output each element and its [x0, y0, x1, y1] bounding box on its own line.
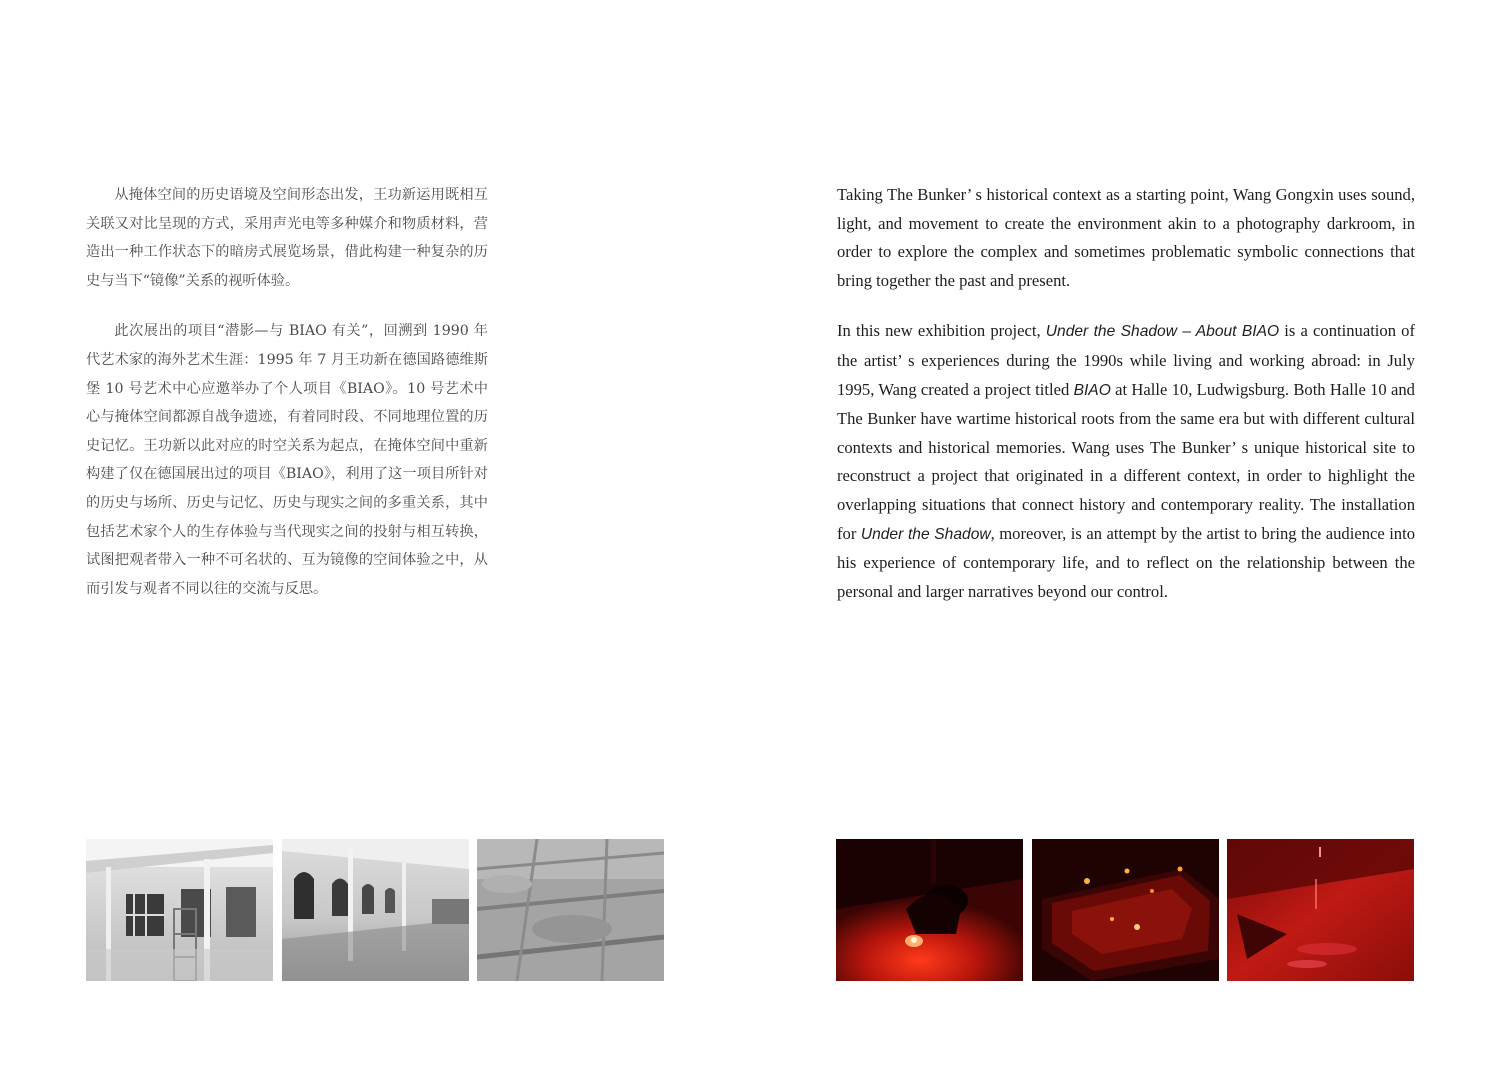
p2-text-c: at Halle 10, Ludwigsburg. Both Halle 10 and The Bunker have wartime historical roots from the same era but with different cultural contexts and historical memories. Wang uses The Bunker’ s unique historical site to reconstruct a project that originated in a different context, in order to highlight the overlapping situations that connect history and contemporary reality. The installation for [837, 379, 1415, 543]
bunker-interior-negative-2-graphic [282, 839, 469, 981]
p2-text-b: is a continuation of the artist’ s experiences during the 1990s while living and working abroad: in July 1995, Wang created a project titled [837, 321, 1416, 399]
red-darkroom-pool-graphic [1032, 839, 1219, 981]
red-darkroom-figure-graphic [836, 839, 1023, 981]
floor-tiles-negative-image [477, 839, 664, 981]
floor-tiles-negative-graphic [477, 839, 664, 981]
english-paragraph-2 [837, 317, 1415, 606]
chinese-text-block [86, 181, 488, 625]
chinese-paragraph-1: 从掩体空间的历史语境及空间形态出发，王功新运用既相互关联又对比呈现的方式，采用声光电等多种媒介和物质材料，营造出一种工作状态下的暗房式展览场景，借此构建一种复杂的历史与当下“镜像”关系的视听体验。 [86, 187, 488, 289]
p2-text-a: In this new exhibition project, [837, 321, 1046, 341]
right-page [750, 0, 1500, 1068]
red-water-surface-image [1227, 839, 1414, 981]
english-text-block [837, 181, 1415, 628]
bunker-interior-negative-1-graphic [86, 839, 273, 981]
right-thumbnail-strip [836, 839, 1414, 981]
red-darkroom-figure-image [836, 839, 1023, 981]
left-thumbnail-strip [86, 839, 664, 981]
under-the-shadow-italic: Under the Shadow [860, 525, 991, 543]
chinese-paragraph-2: 此次展出的项目“潜影—与 BIAO 有关”，回溯到 1990 年代艺术家的海外艺术生涯：1995 年 7 月王功新在德国路德维斯堡 10 号艺术中心应邀举办了个人项目《BIAO》。10 号艺术中心与掩体空间都源自战争遗迹，有着同时段、不同地理位置的历史记忆。王功新以此对应的时空关系为起点，在掩体空间中重新构建了仅在德国展出过的项目《BIAO》，利用了这一项目所针对的历史与场所、历史与记忆、历史与现实之间的多重关系，其中包括艺术家个人的生存体验与当代现实之间的投射与相互转换，试图把观者带入一种不可名状的、互为镜像的空间体验之中，从而引发与观者不同以往的交流与反思。 [86, 323, 488, 597]
p2-text-d: , moreover, is an attempt by the artist to bring the audience into his experience of contemporary life, and to reflect on the relationship between the personal and larger narratives beyond our control. [837, 523, 1416, 601]
biao-title-italic: BIAO [1073, 381, 1111, 399]
project-title-italic: Under the Shadow – About BIAO [1045, 323, 1280, 341]
english-paragraph-1: Taking The Bunker’ s historical context as a starting point, Wang Gongxin uses sound, light, and movement to create the environment akin to a photography darkroom, in order to explore the complex and sometimes problematic symbolic connections that bring together the past and present. [837, 185, 1415, 290]
red-darkroom-pool-image [1032, 839, 1219, 981]
red-water-surface-graphic [1227, 839, 1414, 981]
bunker-interior-negative-1-image [86, 839, 273, 981]
bunker-interior-negative-2-image [282, 839, 469, 981]
